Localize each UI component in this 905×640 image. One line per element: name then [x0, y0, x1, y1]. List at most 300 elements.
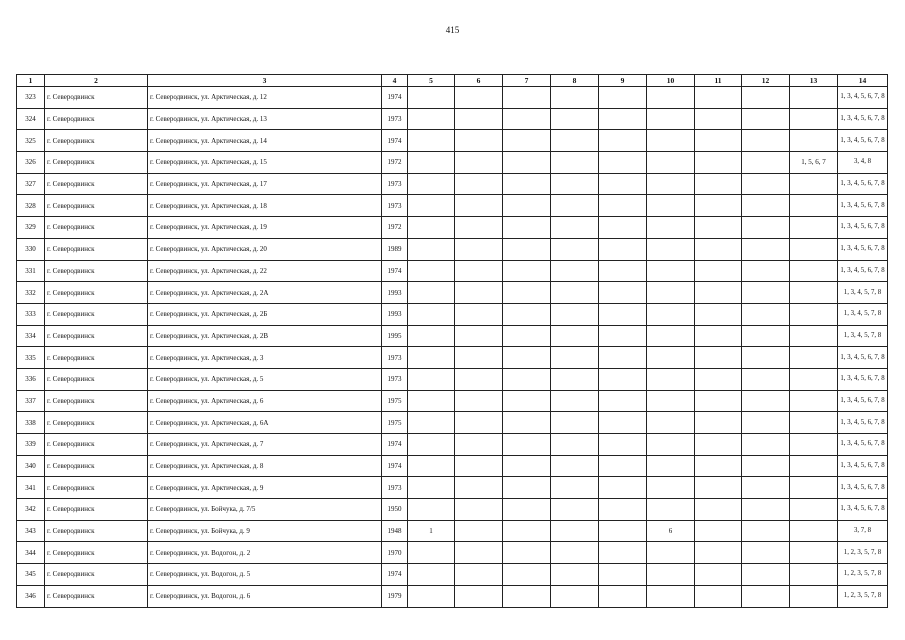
col-7-cell — [503, 455, 551, 477]
col-12-cell — [742, 585, 790, 607]
col-6-cell — [455, 152, 503, 174]
col-10-cell — [647, 217, 695, 239]
col-12-cell — [742, 217, 790, 239]
col-11-cell — [695, 477, 742, 499]
col-6-cell — [455, 195, 503, 217]
col-7-cell — [503, 499, 551, 521]
col-12-cell — [742, 260, 790, 282]
col-10-cell — [647, 173, 695, 195]
address-cell: г. Северодвинск, ул. Арктическая, д. 14 — [148, 130, 382, 152]
col-5-cell — [408, 325, 455, 347]
address-cell: г. Северодвинск, ул. Арктическая, д. 8 — [148, 455, 382, 477]
address-cell: г. Северодвинск, ул. Водогон, д. 2 — [148, 542, 382, 564]
col-9-cell — [599, 108, 647, 130]
column-header-4: 4 — [382, 75, 408, 87]
year-built-cell: 1974 — [382, 455, 408, 477]
year-built-cell: 1973 — [382, 108, 408, 130]
col-10-cell — [647, 434, 695, 456]
col-6-cell — [455, 390, 503, 412]
col-8-cell — [551, 238, 599, 260]
table-row — [17, 542, 888, 564]
locality-cell: г. Северодвинск — [45, 217, 148, 239]
row-number-cell: 333 — [17, 303, 45, 325]
address-cell: г. Северодвинск, ул. Арктическая, д. 6А — [148, 412, 382, 434]
column-header-12: 12 — [742, 75, 790, 87]
col-6-cell — [455, 542, 503, 564]
table-header — [17, 75, 888, 87]
col-10-cell — [647, 87, 695, 109]
col-13-cell — [790, 238, 838, 260]
col-5-cell — [408, 390, 455, 412]
col-14-cell: 1, 3, 4, 5, 6, 7, 8 — [838, 368, 888, 390]
col-5-cell — [408, 368, 455, 390]
col-13-cell — [790, 282, 838, 304]
col-13-cell — [790, 542, 838, 564]
col-11-cell — [695, 520, 742, 542]
col-13-cell — [790, 499, 838, 521]
address-cell: г. Северодвинск, ул. Арктическая, д. 18 — [148, 195, 382, 217]
col-13-cell — [790, 217, 838, 239]
table-row — [17, 173, 888, 195]
col-5-cell — [408, 87, 455, 109]
col-9-cell — [599, 434, 647, 456]
col-14-cell: 1, 3, 4, 5, 6, 7, 8 — [838, 108, 888, 130]
col-11-cell — [695, 260, 742, 282]
col-5-cell — [408, 108, 455, 130]
col-6-cell — [455, 564, 503, 586]
col-14-cell: 1, 3, 4, 5, 6, 7, 8 — [838, 195, 888, 217]
address-cell: г. Северодвинск, ул. Бойчука, д. 7/5 — [148, 499, 382, 521]
col-12-cell — [742, 499, 790, 521]
col-9-cell — [599, 455, 647, 477]
header-row — [17, 75, 888, 87]
col-13-cell — [790, 390, 838, 412]
col-8-cell — [551, 499, 599, 521]
col-9-cell — [599, 217, 647, 239]
table-row — [17, 130, 888, 152]
col-6-cell — [455, 347, 503, 369]
locality-cell: г. Северодвинск — [45, 585, 148, 607]
locality-cell: г. Северодвинск — [45, 347, 148, 369]
address-cell: г. Северодвинск, ул. Бойчука, д. 9 — [148, 520, 382, 542]
year-built-cell: 1972 — [382, 217, 408, 239]
col-7-cell — [503, 130, 551, 152]
year-built-cell: 1974 — [382, 87, 408, 109]
col-14-cell: 1, 3, 4, 5, 6, 7, 8 — [838, 260, 888, 282]
table-row — [17, 412, 888, 434]
col-10-cell — [647, 542, 695, 564]
col-6-cell — [455, 368, 503, 390]
col-9-cell — [599, 564, 647, 586]
col-7-cell — [503, 217, 551, 239]
year-built-cell: 1970 — [382, 542, 408, 564]
address-cell: г. Северодвинск, ул. Арктическая, д. 2В — [148, 325, 382, 347]
table-row — [17, 455, 888, 477]
col-10-cell — [647, 130, 695, 152]
col-8-cell — [551, 173, 599, 195]
col-10-cell — [647, 564, 695, 586]
row-number-cell: 323 — [17, 87, 45, 109]
table-row — [17, 152, 888, 174]
col-5-cell — [408, 173, 455, 195]
address-cell: г. Северодвинск, ул. Арктическая, д. 20 — [148, 238, 382, 260]
table-body — [17, 87, 888, 608]
col-14-cell: 1, 3, 4, 5, 6, 7, 8 — [838, 347, 888, 369]
col-10-cell — [647, 390, 695, 412]
col-13-cell — [790, 130, 838, 152]
table-row — [17, 87, 888, 109]
locality-cell: г. Северодвинск — [45, 108, 148, 130]
col-14-cell: 1, 2, 3, 5, 7, 8 — [838, 542, 888, 564]
col-9-cell — [599, 152, 647, 174]
column-header-9: 9 — [599, 75, 647, 87]
col-5-cell — [408, 347, 455, 369]
col-12-cell — [742, 477, 790, 499]
row-number-cell: 339 — [17, 434, 45, 456]
locality-cell: г. Северодвинск — [45, 282, 148, 304]
col-14-cell: 3, 4, 8 — [838, 152, 888, 174]
col-10-cell — [647, 477, 695, 499]
locality-cell: г. Северодвинск — [45, 152, 148, 174]
col-9-cell — [599, 390, 647, 412]
table-row — [17, 238, 888, 260]
col-8-cell — [551, 130, 599, 152]
col-5-cell — [408, 130, 455, 152]
col-5-cell — [408, 260, 455, 282]
table-row — [17, 585, 888, 607]
year-built-cell: 1995 — [382, 325, 408, 347]
locality-cell: г. Северодвинск — [45, 260, 148, 282]
col-13-cell — [790, 585, 838, 607]
col-7-cell — [503, 542, 551, 564]
column-header-6: 6 — [455, 75, 503, 87]
locality-cell: г. Северодвинск — [45, 173, 148, 195]
col-11-cell — [695, 368, 742, 390]
col-7-cell — [503, 173, 551, 195]
col-11-cell — [695, 390, 742, 412]
col-13-cell — [790, 108, 838, 130]
locality-cell: г. Северодвинск — [45, 87, 148, 109]
col-7-cell — [503, 108, 551, 130]
col-11-cell — [695, 238, 742, 260]
col-6-cell — [455, 499, 503, 521]
col-8-cell — [551, 368, 599, 390]
col-11-cell — [695, 152, 742, 174]
col-10-cell — [647, 455, 695, 477]
col-14-cell: 1, 2, 3, 5, 7, 8 — [838, 564, 888, 586]
col-6-cell — [455, 130, 503, 152]
year-built-cell: 1974 — [382, 130, 408, 152]
row-number-cell: 331 — [17, 260, 45, 282]
col-14-cell: 1, 3, 4, 5, 6, 7, 8 — [838, 390, 888, 412]
col-6-cell — [455, 455, 503, 477]
col-7-cell — [503, 260, 551, 282]
table-row — [17, 368, 888, 390]
col-5-cell — [408, 564, 455, 586]
year-built-cell: 1974 — [382, 564, 408, 586]
col-13-cell — [790, 412, 838, 434]
row-number-cell: 342 — [17, 499, 45, 521]
row-number-cell: 327 — [17, 173, 45, 195]
year-built-cell: 1972 — [382, 152, 408, 174]
address-cell: г. Северодвинск, ул. Арктическая, д. 5 — [148, 368, 382, 390]
col-6-cell — [455, 87, 503, 109]
col-11-cell — [695, 108, 742, 130]
col-10-cell — [647, 368, 695, 390]
locality-cell: г. Северодвинск — [45, 542, 148, 564]
col-12-cell — [742, 303, 790, 325]
col-14-cell: 1, 3, 4, 5, 6, 7, 8 — [838, 217, 888, 239]
col-7-cell — [503, 325, 551, 347]
col-11-cell — [695, 173, 742, 195]
column-header-11: 11 — [695, 75, 742, 87]
col-12-cell — [742, 173, 790, 195]
locality-cell: г. Северодвинск — [45, 238, 148, 260]
locality-cell: г. Северодвинск — [45, 520, 148, 542]
col-8-cell — [551, 152, 599, 174]
col-14-cell: 1, 3, 4, 5, 6, 7, 8 — [838, 455, 888, 477]
col-8-cell — [551, 325, 599, 347]
col-13-cell — [790, 520, 838, 542]
year-built-cell: 1975 — [382, 390, 408, 412]
address-cell: г. Северодвинск, ул. Арктическая, д. 9 — [148, 477, 382, 499]
col-6-cell — [455, 434, 503, 456]
col-9-cell — [599, 542, 647, 564]
col-9-cell — [599, 520, 647, 542]
address-cell: г. Северодвинск, ул. Арктическая, д. 7 — [148, 434, 382, 456]
col-13-cell — [790, 455, 838, 477]
col-5-cell — [408, 303, 455, 325]
col-10-cell — [647, 108, 695, 130]
table-row — [17, 477, 888, 499]
col-5-cell — [408, 152, 455, 174]
col-9-cell — [599, 195, 647, 217]
col-12-cell — [742, 368, 790, 390]
col-10-cell — [647, 347, 695, 369]
col-12-cell — [742, 390, 790, 412]
col-9-cell — [599, 303, 647, 325]
col-11-cell — [695, 282, 742, 304]
table-row — [17, 282, 888, 304]
col-10-cell — [647, 152, 695, 174]
locality-cell: г. Северодвинск — [45, 434, 148, 456]
locality-cell: г. Северодвинск — [45, 325, 148, 347]
col-13-cell — [790, 260, 838, 282]
col-11-cell — [695, 303, 742, 325]
row-number-cell: 336 — [17, 368, 45, 390]
table-row — [17, 303, 888, 325]
col-6-cell — [455, 108, 503, 130]
col-8-cell — [551, 347, 599, 369]
col-14-cell: 1, 3, 4, 5, 6, 7, 8 — [838, 499, 888, 521]
row-number-cell: 341 — [17, 477, 45, 499]
col-12-cell — [742, 412, 790, 434]
col-11-cell — [695, 325, 742, 347]
col-10-cell — [647, 499, 695, 521]
year-built-cell: 1979 — [382, 585, 408, 607]
row-number-cell: 325 — [17, 130, 45, 152]
col-13-cell — [790, 368, 838, 390]
row-number-cell: 335 — [17, 347, 45, 369]
col-14-cell: 1, 3, 4, 5, 6, 7, 8 — [838, 173, 888, 195]
col-12-cell — [742, 195, 790, 217]
col-14-cell: 1, 3, 4, 5, 6, 7, 8 — [838, 130, 888, 152]
address-cell: г. Северодвинск, ул. Арктическая, д. 6 — [148, 390, 382, 412]
col-9-cell — [599, 412, 647, 434]
col-6-cell — [455, 282, 503, 304]
column-header-1: 1 — [17, 75, 45, 87]
col-5-cell — [408, 434, 455, 456]
table-row — [17, 217, 888, 239]
col-9-cell — [599, 325, 647, 347]
year-built-cell: 1974 — [382, 260, 408, 282]
address-cell: г. Северодвинск, ул. Арктическая, д. 2А — [148, 282, 382, 304]
col-13-cell — [790, 195, 838, 217]
col-8-cell — [551, 434, 599, 456]
col-6-cell — [455, 585, 503, 607]
row-number-cell: 340 — [17, 455, 45, 477]
address-cell: г. Северодвинск, ул. Арктическая, д. 17 — [148, 173, 382, 195]
col-13-cell — [790, 434, 838, 456]
col-8-cell — [551, 303, 599, 325]
col-8-cell — [551, 520, 599, 542]
row-number-cell: 338 — [17, 412, 45, 434]
address-cell: г. Северодвинск, ул. Арктическая, д. 22 — [148, 260, 382, 282]
col-11-cell — [695, 87, 742, 109]
year-built-cell: 1973 — [382, 195, 408, 217]
col-9-cell — [599, 173, 647, 195]
col-7-cell — [503, 303, 551, 325]
col-8-cell — [551, 455, 599, 477]
table-row — [17, 520, 888, 542]
locality-cell: г. Северодвинск — [45, 564, 148, 586]
col-11-cell — [695, 347, 742, 369]
col-7-cell — [503, 564, 551, 586]
col-14-cell: 1, 3, 4, 5, 6, 7, 8 — [838, 87, 888, 109]
register-table — [16, 74, 888, 608]
col-10-cell — [647, 282, 695, 304]
col-8-cell — [551, 282, 599, 304]
table-row — [17, 108, 888, 130]
col-13-cell — [790, 477, 838, 499]
col-14-cell: 1, 2, 3, 5, 7, 8 — [838, 585, 888, 607]
year-built-cell: 1973 — [382, 347, 408, 369]
col-11-cell — [695, 195, 742, 217]
col-8-cell — [551, 542, 599, 564]
col-12-cell — [742, 325, 790, 347]
row-number-cell: 324 — [17, 108, 45, 130]
col-8-cell — [551, 260, 599, 282]
col-7-cell — [503, 585, 551, 607]
column-header-14: 14 — [838, 75, 888, 87]
col-13-cell — [790, 87, 838, 109]
table-row — [17, 434, 888, 456]
col-7-cell — [503, 282, 551, 304]
address-cell: г. Северодвинск, ул. Арктическая, д. 15 — [148, 152, 382, 174]
col-9-cell — [599, 130, 647, 152]
col-6-cell — [455, 260, 503, 282]
col-11-cell — [695, 542, 742, 564]
page-number: 415 — [445, 25, 460, 35]
col-12-cell — [742, 564, 790, 586]
col-7-cell — [503, 347, 551, 369]
col-12-cell — [742, 455, 790, 477]
col-7-cell — [503, 390, 551, 412]
col-14-cell: 1, 3, 4, 5, 6, 7, 8 — [838, 238, 888, 260]
col-10-cell — [647, 260, 695, 282]
col-13-cell: 1, 5, 6, 7 — [790, 152, 838, 174]
col-12-cell — [742, 108, 790, 130]
col-6-cell — [455, 477, 503, 499]
col-7-cell — [503, 195, 551, 217]
row-number-cell: 343 — [17, 520, 45, 542]
col-10-cell — [647, 325, 695, 347]
locality-cell: г. Северодвинск — [45, 499, 148, 521]
col-8-cell — [551, 564, 599, 586]
col-14-cell: 1, 3, 4, 5, 6, 7, 8 — [838, 434, 888, 456]
col-8-cell — [551, 195, 599, 217]
col-12-cell — [742, 238, 790, 260]
address-cell: г. Северодвинск, ул. Арктическая, д. 2Б — [148, 303, 382, 325]
col-9-cell — [599, 499, 647, 521]
col-12-cell — [742, 87, 790, 109]
col-12-cell — [742, 130, 790, 152]
col-10-cell — [647, 303, 695, 325]
col-6-cell — [455, 217, 503, 239]
table-row — [17, 390, 888, 412]
col-12-cell — [742, 542, 790, 564]
row-number-cell: 346 — [17, 585, 45, 607]
table-row — [17, 564, 888, 586]
column-header-2: 2 — [45, 75, 148, 87]
address-cell: г. Северодвинск, ул. Арктическая, д. 3 — [148, 347, 382, 369]
col-7-cell — [503, 368, 551, 390]
col-8-cell — [551, 217, 599, 239]
col-7-cell — [503, 87, 551, 109]
year-built-cell: 1974 — [382, 434, 408, 456]
locality-cell: г. Северодвинск — [45, 390, 148, 412]
year-built-cell: 1973 — [382, 173, 408, 195]
col-7-cell — [503, 412, 551, 434]
col-7-cell — [503, 477, 551, 499]
col-7-cell — [503, 152, 551, 174]
column-header-10: 10 — [647, 75, 695, 87]
year-built-cell: 1993 — [382, 303, 408, 325]
locality-cell: г. Северодвинск — [45, 368, 148, 390]
col-11-cell — [695, 585, 742, 607]
locality-cell: г. Северодвинск — [45, 195, 148, 217]
address-cell: г. Северодвинск, ул. Водогон, д. 5 — [148, 564, 382, 586]
address-cell: г. Северодвинск, ул. Арктическая, д. 12 — [148, 87, 382, 109]
column-header-13: 13 — [790, 75, 838, 87]
col-9-cell — [599, 347, 647, 369]
row-number-cell: 328 — [17, 195, 45, 217]
col-5-cell — [408, 499, 455, 521]
col-9-cell — [599, 282, 647, 304]
year-built-cell: 1948 — [382, 520, 408, 542]
row-number-cell: 344 — [17, 542, 45, 564]
col-5-cell — [408, 238, 455, 260]
col-11-cell — [695, 217, 742, 239]
col-10-cell — [647, 585, 695, 607]
col-14-cell: 1, 3, 4, 5, 6, 7, 8 — [838, 477, 888, 499]
year-built-cell: 1950 — [382, 499, 408, 521]
year-built-cell: 1975 — [382, 412, 408, 434]
col-6-cell — [455, 173, 503, 195]
col-7-cell — [503, 520, 551, 542]
col-14-cell: 3, 7, 8 — [838, 520, 888, 542]
row-number-cell: 345 — [17, 564, 45, 586]
